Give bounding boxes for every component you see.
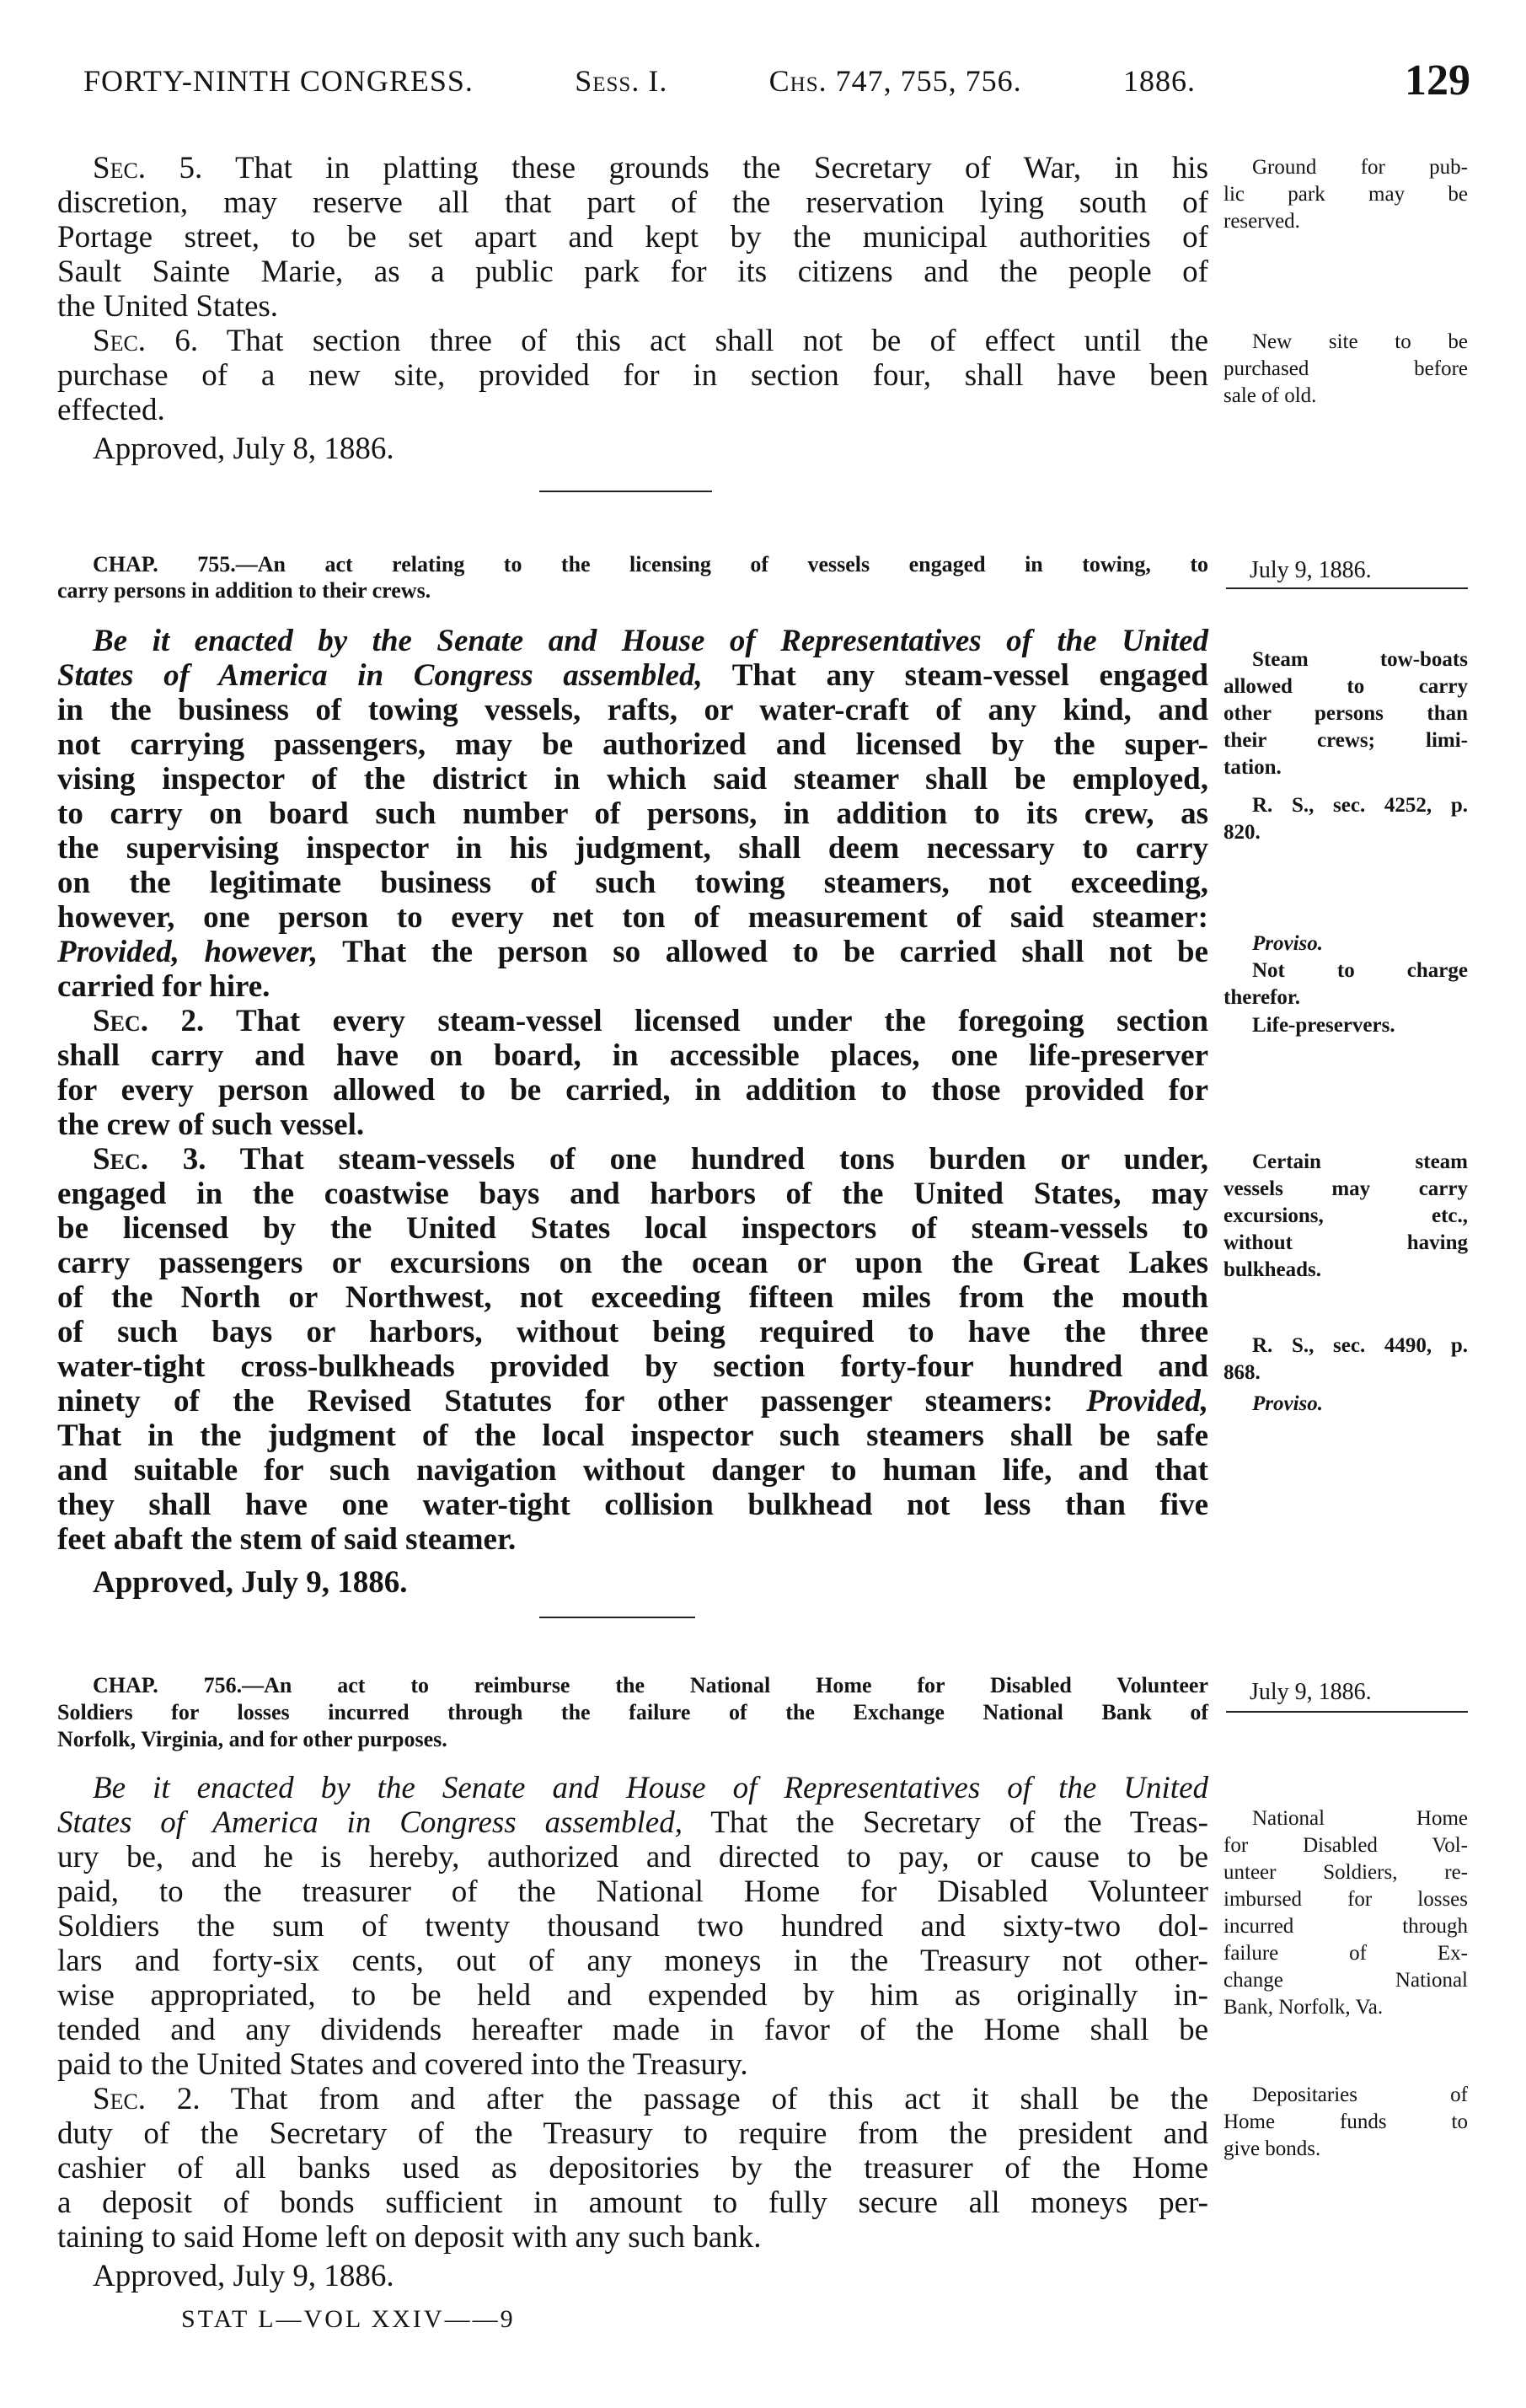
body-line — [57, 1177, 1208, 1211]
body-line — [93, 324, 1208, 358]
text-run: however, one person to every net ton of measurement of said steamer: — [57, 900, 1208, 935]
margin-note-line: R. S., sec. 4490, p. — [1252, 1334, 1468, 1357]
date-rule — [1226, 587, 1468, 589]
body-line — [57, 2013, 1208, 2047]
margin-note-line: Life-preservers. — [1252, 1014, 1395, 1037]
body-line — [57, 969, 1208, 1004]
approved-ch755: Approved, July 9, 1886. — [93, 1565, 408, 1600]
body-line — [57, 727, 1208, 762]
text-run: Portage street, to be set apart and kept by the municipal authorities of — [57, 220, 1208, 255]
text-run: carried for hire. — [57, 969, 270, 1004]
text-run: 2. That every steam-vessel licensed under the foregoing section — [147, 1004, 1208, 1038]
margin-note-line: Proviso. — [1252, 1392, 1324, 1415]
text-run: ninety of the Revised Statutes for other passenger steamers: — [57, 1384, 1087, 1419]
text-run: 2. That from and after the passage of this act it shall be the — [146, 2082, 1208, 2116]
text-run: Soldiers for losses incurred through the failure of the Exchange National Bank of — [57, 1700, 1208, 1724]
text-run: effected. — [57, 393, 165, 427]
chapter-heading-line — [93, 551, 1208, 577]
text-run: for every person allowed to be carried, in addition to those provided for — [57, 1073, 1208, 1107]
body-line — [57, 658, 1208, 693]
body-line — [57, 1419, 1208, 1453]
body-line — [93, 1771, 1208, 1805]
text-run: be licensed by the United States local inspectors of steam-vessels to — [57, 1211, 1208, 1246]
body-line — [57, 1488, 1208, 1522]
text-run: carry persons in addition to their crews. — [57, 578, 431, 603]
text-run: of such bays or harbors, without being required to have the three — [57, 1315, 1208, 1349]
chapters-label: Chs. 747, 755, 756. — [768, 64, 1022, 98]
text-run: they shall have one water-tight collision bulkhead not less than five — [57, 1488, 1208, 1522]
margin-note-line: Steam tow-boats — [1252, 648, 1468, 671]
margin-note-line: Ground for pub- — [1252, 156, 1468, 179]
text-run: duty of the Secretary of the Treasury to require from the president and — [57, 2116, 1208, 2151]
text-run: That in the judgment of the local inspector such steamers shall be safe — [57, 1419, 1208, 1453]
text-run: a deposit of bonds sufficient in amount to fully secure all moneys per- — [57, 2185, 1208, 2220]
body-line — [57, 866, 1208, 900]
body-line — [57, 2151, 1208, 2185]
body-line — [57, 1909, 1208, 1944]
margin-note-line: allowed to carry — [1223, 675, 1468, 698]
body-line — [57, 358, 1208, 393]
body-line — [57, 1522, 1208, 1557]
margin-note-line: without having — [1223, 1231, 1468, 1254]
section-label: Sec. — [93, 1004, 148, 1038]
margin-note-line: other persons than — [1223, 702, 1468, 725]
margin-note-line: lic park may be — [1223, 183, 1468, 206]
running-header — [83, 62, 1196, 99]
body-line — [57, 1211, 1208, 1246]
body-line — [57, 1280, 1208, 1315]
ch755-date: July 9, 1886. — [1250, 557, 1372, 583]
margin-note-line: incurred through — [1223, 1915, 1468, 1938]
session-label: Sess. I. — [575, 64, 668, 98]
text-run: to carry on board such number of persons, in addition to its crew, as — [57, 796, 1208, 831]
margin-note-line: bulkheads. — [1223, 1258, 1322, 1281]
body-line — [57, 1107, 1208, 1142]
body-line — [57, 1874, 1208, 1909]
body-line — [93, 1142, 1208, 1177]
body-line — [57, 796, 1208, 831]
body-line — [57, 1038, 1208, 1073]
margin-note-line: Proviso. — [1252, 932, 1324, 955]
margin-note-line: Certain steam — [1252, 1150, 1468, 1173]
margin-note-line: excursions, etc., — [1223, 1204, 1468, 1227]
text-run: on the legitimate business of such towing steamers, not exceeding, — [57, 866, 1208, 900]
section-label: Sec. — [93, 1142, 148, 1177]
body-line — [57, 1073, 1208, 1107]
text-run: the supervising inspector in his judgment, shall deem necessary to carry — [57, 831, 1208, 866]
chapter-heading-line — [93, 1672, 1208, 1698]
margin-note-line: purchased before — [1223, 357, 1468, 380]
margin-note-line: Not to charge — [1252, 959, 1468, 982]
italic-text: States of America in Congress assembled, — [57, 658, 703, 693]
margin-note-line: tation. — [1223, 756, 1282, 779]
text-run: in the business of towing vessels, rafts, or water-craft of any kind, and — [57, 693, 1208, 727]
body-line — [93, 1004, 1208, 1038]
body-line — [57, 2047, 1208, 2082]
margin-note-line: reserved. — [1223, 210, 1300, 233]
chapter-heading-line — [57, 577, 1208, 603]
body-line — [57, 900, 1208, 935]
text-run: engaged in the coastwise bays and harbors of the United States, may — [57, 1177, 1208, 1211]
section-divider — [539, 1617, 695, 1618]
text-run: 3. That steam-vessels of one hundred tons burden or under, — [147, 1142, 1208, 1177]
date-rule — [1226, 1711, 1468, 1713]
chapter-label: CHAP. 756. — [93, 1673, 243, 1697]
body-line — [57, 1349, 1208, 1384]
text-run: feet abaft the stem of said steamer. — [57, 1522, 517, 1557]
text-run: wise appropriated, to be held and expended by him as originally in- — [57, 1978, 1208, 2013]
body-line — [57, 2116, 1208, 2151]
text-run: ury be, and he is hereby, authorized and directed to pay, or cause to be — [57, 1840, 1208, 1874]
margin-note-line: sale of old. — [1223, 384, 1317, 407]
margin-note-line: give bonds. — [1223, 2137, 1321, 2160]
margin-note-line: therefor. — [1223, 986, 1300, 1009]
text-run: water-tight cross-bulkheads provided by section forty-four hundred and — [57, 1349, 1208, 1384]
chapter-label: CHAP. 755. — [93, 552, 236, 577]
text-run: —An act to reimburse the National Home for Disabled Volunteer — [242, 1673, 1209, 1697]
approved-ch756: Approved, July 9, 1886. — [93, 2259, 394, 2293]
margin-note-line: vessels may carry — [1223, 1177, 1468, 1200]
body-line — [57, 220, 1208, 255]
text-run: not carrying passengers, may be authorized and licensed by the super- — [57, 727, 1208, 762]
margin-note-line: 868. — [1223, 1361, 1261, 1384]
chapter-heading-line — [57, 1699, 1208, 1725]
margin-note-line: National Home — [1252, 1807, 1468, 1830]
body-line — [57, 2220, 1208, 2255]
text-run: paid to the United States and covered into the Treasury. — [57, 2047, 748, 2082]
body-line — [57, 289, 1208, 324]
margin-note-line: Home funds to — [1223, 2110, 1468, 2133]
text-run: discretion, may reserve all that part of the reservation lying south of — [57, 185, 1208, 220]
text-run: the crew of such vessel. — [57, 1107, 365, 1142]
text-run: tended and any dividends hereafter made in favor of the Home shall be — [57, 2013, 1208, 2047]
body-line — [57, 1453, 1208, 1488]
text-run: That the person so allowed to be carried shall not be — [318, 935, 1208, 969]
text-run: —An act relating to the licensing of vessels engaged in towing, to — [235, 552, 1208, 577]
body-line — [57, 1978, 1208, 2013]
page-number: 129 — [1405, 56, 1470, 105]
italic-text: Provided, however, — [57, 935, 319, 969]
section-label: Sec. — [93, 2082, 147, 2116]
signature-line: STAT L—VOL XXIV——9 — [181, 2305, 516, 2333]
italic-text: Be it enacted by the Senate and House of Representatives of the United — [93, 1771, 1208, 1805]
header-year: 1886. — [1123, 64, 1196, 98]
text-run: and suitable for such navigation without danger to human life, and that — [57, 1453, 1208, 1488]
margin-note-line: R. S., sec. 4252, p. — [1252, 794, 1468, 817]
section-divider — [539, 491, 712, 492]
text-run: taining to said Home left on deposit with any such bank. — [57, 2220, 762, 2255]
text-run: cashier of all banks used as depositories by the treasurer of the Home — [57, 2151, 1208, 2185]
approved-ch747: Approved, July 8, 1886. — [93, 432, 394, 466]
margin-note-line: Bank, Norfolk, Va. — [1223, 1996, 1384, 2019]
body-line — [57, 185, 1208, 220]
margin-note-line: unteer Soldiers, re- — [1223, 1861, 1468, 1884]
body-line — [57, 1944, 1208, 1978]
text-run: lars and forty-six cents, out of any moneys in the Treasury not other- — [57, 1944, 1208, 1978]
text-run: shall carry and have on board, in accessible places, one life-preserver — [57, 1038, 1208, 1073]
section-label: Sec. — [93, 151, 147, 185]
text-run: Norfolk, Virginia, and for other purposes. — [57, 1727, 447, 1751]
text-run: carry passengers or excursions on the ocean or upon the Great Lakes — [57, 1246, 1208, 1280]
chapter-heading-line — [57, 1726, 1208, 1752]
italic-text: Be it enacted by the Senate and House of Representatives of the United — [93, 624, 1208, 658]
body-line — [57, 1246, 1208, 1280]
margin-note-line: New site to be — [1252, 330, 1468, 353]
body-line — [93, 624, 1208, 658]
italic-text: States of America in Congress assembled, — [57, 1805, 683, 1840]
body-line — [57, 1840, 1208, 1874]
body-line — [57, 1384, 1208, 1419]
text-run: That any steam-vessel engaged — [702, 658, 1209, 693]
text-run: 6. That section three of this act shall not be of effect until the — [146, 324, 1208, 358]
body-line — [57, 2185, 1208, 2220]
body-line — [57, 1805, 1208, 1840]
body-line — [57, 393, 1208, 427]
ch756-date: July 9, 1886. — [1250, 1679, 1372, 1705]
body-line — [57, 935, 1208, 969]
text-run: the United States. — [57, 289, 279, 324]
body-line — [57, 1315, 1208, 1349]
text-run: of the North or Northwest, not exceeding fifteen miles from the mouth — [57, 1280, 1208, 1315]
margin-note-line: for Disabled Vol- — [1223, 1834, 1468, 1857]
margin-note-line: Depositaries of — [1252, 2084, 1468, 2106]
body-line — [57, 831, 1208, 866]
text-run: Soldiers the sum of twenty thousand two hundred and sixty-two dol- — [57, 1909, 1208, 1944]
body-line — [57, 762, 1208, 796]
text-run: 5. That in platting these grounds the Secretary of War, in his — [146, 151, 1208, 185]
running-title: FORTY-NINTH CONGRESS. — [83, 64, 474, 98]
margin-note-line: change National — [1223, 1969, 1468, 1992]
text-run: Sault Sainte Marie, as a public park for its citizens and the people of — [57, 255, 1208, 289]
body-line — [57, 255, 1208, 289]
text-run: vising inspector of the district in which said steamer shall be employed, — [57, 762, 1208, 796]
body-line — [93, 2082, 1208, 2116]
margin-note-line: imbursed for losses — [1223, 1888, 1468, 1911]
italic-text: Provided, — [1086, 1384, 1208, 1419]
margin-note-line: their crews; limi- — [1223, 729, 1468, 752]
margin-note-line: 820. — [1223, 821, 1261, 844]
text-run: purchase of a new site, provided for in section four, shall have been — [57, 358, 1208, 393]
body-line — [57, 693, 1208, 727]
body-line — [93, 151, 1208, 185]
text-run: paid, to the treasurer of the National Home for Disabled Volunteer — [57, 1874, 1208, 1909]
text-run: That the Secretary of the Treas- — [682, 1805, 1208, 1840]
margin-note-line: failure of Ex- — [1223, 1942, 1468, 1965]
section-label: Sec. — [93, 324, 147, 358]
